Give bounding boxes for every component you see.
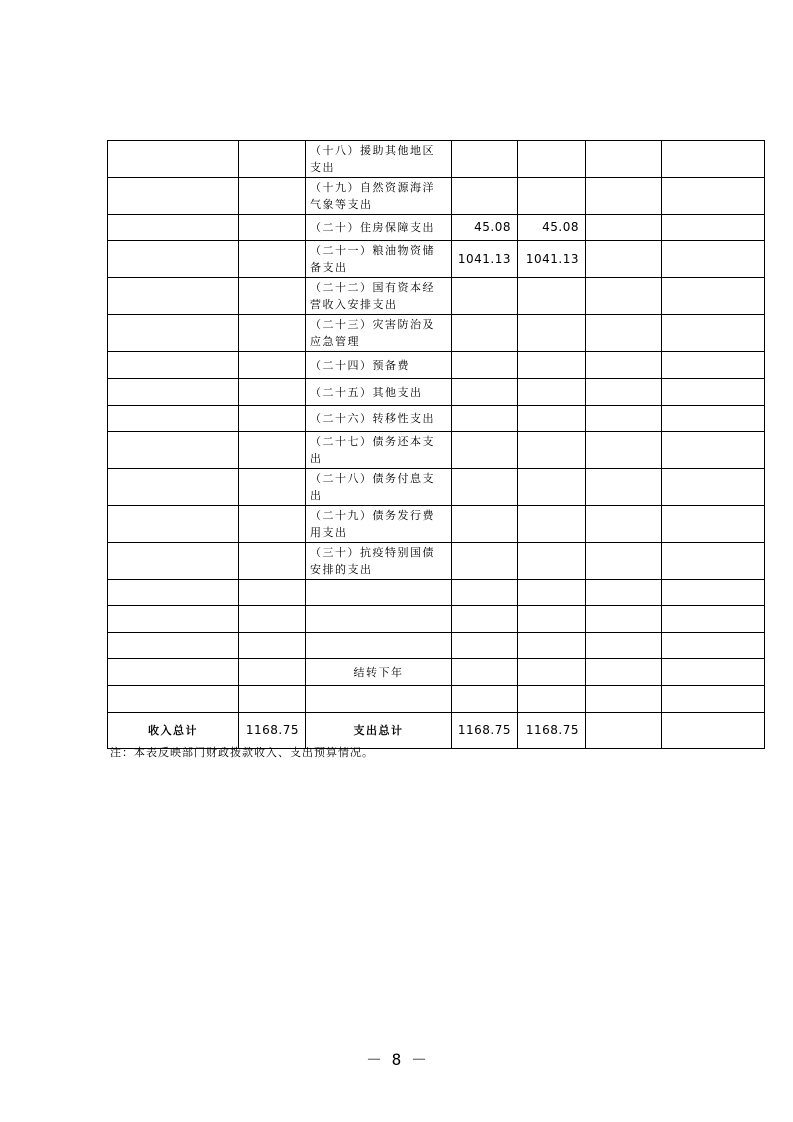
expense-gov-fund-cell	[586, 379, 662, 406]
expense-other-cell	[662, 379, 765, 406]
expense-item-cell: （二十七）债务还本支出	[306, 432, 452, 469]
empty-cell	[662, 713, 765, 749]
expense-other-cell	[662, 543, 765, 580]
expense-general-cell	[518, 432, 586, 469]
expense-general-cell	[518, 379, 586, 406]
carryover-label-cell: 结转下年	[306, 659, 452, 686]
empty-cell	[452, 633, 518, 659]
expense-general-cell: 1041.13	[518, 241, 586, 278]
empty-cell	[662, 633, 765, 659]
expense-total-value: 1168.75	[452, 713, 518, 749]
expense-gov-fund-cell	[586, 506, 662, 543]
income-amount-cell	[239, 315, 306, 352]
income-item-cell	[108, 406, 239, 432]
empty-cell	[662, 606, 765, 633]
empty-cell	[518, 659, 586, 686]
income-item-cell	[108, 432, 239, 469]
expense-item-cell: （二十九）债务发行费用支出	[306, 506, 452, 543]
income-item-cell	[108, 141, 239, 178]
expense-amount-cell: 1041.13	[452, 241, 518, 278]
expense-gov-fund-cell	[586, 432, 662, 469]
expense-other-cell	[662, 278, 765, 315]
empty-cell	[108, 633, 239, 659]
expense-item-cell: （十八）援助其他地区支出	[306, 141, 452, 178]
income-amount-cell	[239, 141, 306, 178]
table-row	[108, 315, 765, 352]
income-item-cell	[108, 543, 239, 580]
table-row	[108, 406, 765, 432]
expense-item-cell: （二十四）预备费	[306, 352, 452, 379]
expense-item-cell: （二十一）粮油物资储备支出	[306, 241, 452, 278]
expense-other-cell	[662, 406, 765, 432]
expense-amount-cell	[452, 141, 518, 178]
expense-gov-fund-cell	[586, 141, 662, 178]
income-item-cell	[108, 315, 239, 352]
expense-total-general-value: 1168.75	[518, 713, 586, 749]
expense-total-label: 支出总计	[306, 713, 452, 749]
expense-gov-fund-cell	[586, 352, 662, 379]
expense-other-cell	[662, 141, 765, 178]
table-row	[108, 659, 765, 686]
table-row	[108, 686, 765, 713]
expense-general-cell	[518, 178, 586, 215]
empty-cell	[518, 606, 586, 633]
expense-item-cell: （二十二）国有资本经营收入安排支出	[306, 278, 452, 315]
empty-cell	[586, 686, 662, 713]
empty-cell	[108, 580, 239, 606]
expense-general-cell	[518, 278, 586, 315]
table-row	[108, 580, 765, 606]
empty-cell	[239, 686, 306, 713]
expense-amount-cell	[452, 352, 518, 379]
expense-other-cell	[662, 241, 765, 278]
table-row	[108, 506, 765, 543]
expense-item-cell: （二十八）债务付息支出	[306, 469, 452, 506]
table-row	[108, 469, 765, 506]
empty-cell	[452, 580, 518, 606]
income-item-cell	[108, 469, 239, 506]
table-row	[108, 278, 765, 315]
empty-cell	[239, 659, 306, 686]
empty-cell	[306, 686, 452, 713]
income-amount-cell	[239, 506, 306, 543]
empty-cell	[586, 606, 662, 633]
income-item-cell	[108, 215, 239, 241]
empty-cell	[586, 659, 662, 686]
expense-amount-cell	[452, 178, 518, 215]
expense-item-cell: （二十五）其他支出	[306, 379, 452, 406]
expense-gov-fund-cell	[586, 215, 662, 241]
expense-gov-fund-cell	[586, 278, 662, 315]
income-amount-cell	[239, 178, 306, 215]
expense-amount-cell: 45.08	[452, 215, 518, 241]
expense-general-cell	[518, 352, 586, 379]
table-row	[108, 141, 765, 178]
table-row	[108, 432, 765, 469]
expense-amount-cell	[452, 469, 518, 506]
table-row	[108, 379, 765, 406]
income-amount-cell	[239, 406, 306, 432]
expense-general-cell	[518, 406, 586, 432]
income-amount-cell	[239, 469, 306, 506]
expense-general-cell: 45.08	[518, 215, 586, 241]
expense-other-cell	[662, 178, 765, 215]
empty-cell	[586, 633, 662, 659]
empty-cell	[452, 606, 518, 633]
expense-other-cell	[662, 215, 765, 241]
empty-cell	[452, 686, 518, 713]
expense-other-cell	[662, 315, 765, 352]
empty-cell	[306, 633, 452, 659]
income-amount-cell	[239, 379, 306, 406]
empty-cell	[239, 633, 306, 659]
expense-item-cell: （二十三）灾害防治及应急管理	[306, 315, 452, 352]
income-item-cell	[108, 278, 239, 315]
empty-cell	[518, 686, 586, 713]
expense-amount-cell	[452, 543, 518, 580]
expense-general-cell	[518, 315, 586, 352]
budget-table	[107, 140, 765, 749]
expense-gov-fund-cell	[586, 543, 662, 580]
empty-cell	[108, 606, 239, 633]
empty-cell	[239, 580, 306, 606]
expense-amount-cell	[452, 379, 518, 406]
expense-general-cell	[518, 469, 586, 506]
expense-general-cell	[518, 543, 586, 580]
table-row	[108, 241, 765, 278]
empty-cell	[518, 633, 586, 659]
table-row	[108, 352, 765, 379]
income-amount-cell	[239, 215, 306, 241]
expense-general-cell	[518, 141, 586, 178]
expense-other-cell	[662, 506, 765, 543]
expense-gov-fund-cell	[586, 469, 662, 506]
empty-cell	[108, 686, 239, 713]
empty-cell	[662, 686, 765, 713]
empty-cell	[306, 606, 452, 633]
table-row	[108, 606, 765, 633]
table-row	[108, 543, 765, 580]
expense-general-cell	[518, 506, 586, 543]
expense-amount-cell	[452, 406, 518, 432]
empty-cell	[586, 713, 662, 749]
income-item-cell	[108, 178, 239, 215]
expense-item-cell: （二十）住房保障支出	[306, 215, 452, 241]
empty-cell	[586, 580, 662, 606]
expense-amount-cell	[452, 278, 518, 315]
income-amount-cell	[239, 432, 306, 469]
empty-cell	[452, 659, 518, 686]
expense-item-cell: （三十）抗疫特别国债安排的支出	[306, 543, 452, 580]
income-total-value: 1168.75	[239, 713, 306, 749]
income-amount-cell	[239, 278, 306, 315]
empty-cell	[306, 580, 452, 606]
expense-gov-fund-cell	[586, 178, 662, 215]
income-amount-cell	[239, 543, 306, 580]
income-amount-cell	[239, 241, 306, 278]
empty-cell	[518, 580, 586, 606]
income-item-cell	[108, 379, 239, 406]
income-total-label: 收入总计	[108, 713, 239, 749]
expense-gov-fund-cell	[586, 241, 662, 278]
expense-amount-cell	[452, 506, 518, 543]
empty-cell	[662, 580, 765, 606]
income-item-cell	[108, 506, 239, 543]
page-number: － 8 －	[366, 1050, 427, 1069]
expense-gov-fund-cell	[586, 406, 662, 432]
table-note: 注：本表反映部门财政拨款收入、支出预算情况。	[110, 746, 374, 759]
table-row	[108, 178, 765, 215]
expense-item-cell: （十九）自然资源海洋气象等支出	[306, 178, 452, 215]
expense-amount-cell	[452, 432, 518, 469]
table-row	[108, 215, 765, 241]
income-item-cell	[108, 352, 239, 379]
income-amount-cell	[239, 352, 306, 379]
empty-cell	[662, 659, 765, 686]
empty-cell	[108, 659, 239, 686]
expense-other-cell	[662, 469, 765, 506]
empty-cell	[239, 606, 306, 633]
expense-other-cell	[662, 432, 765, 469]
expense-gov-fund-cell	[586, 315, 662, 352]
table-row	[108, 633, 765, 659]
income-item-cell	[108, 241, 239, 278]
expense-item-cell: （二十六）转移性支出	[306, 406, 452, 432]
expense-other-cell	[662, 352, 765, 379]
expense-amount-cell	[452, 315, 518, 352]
